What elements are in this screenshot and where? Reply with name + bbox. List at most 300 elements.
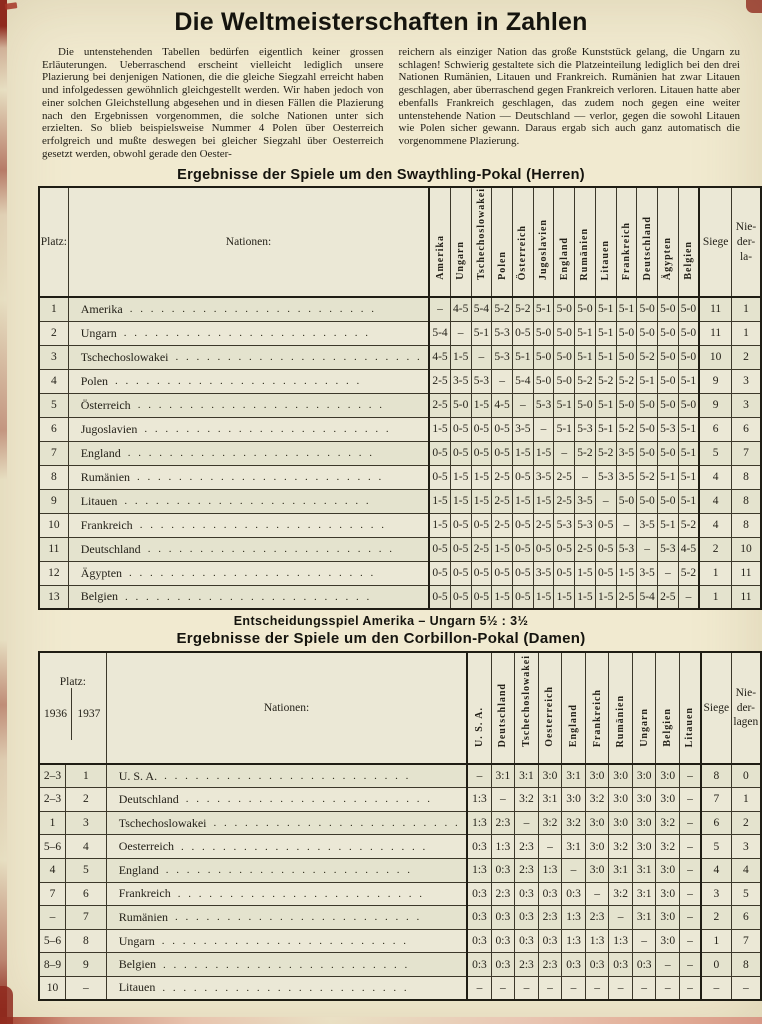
result-cell: 1:3 xyxy=(609,929,633,953)
col-header-siege: Siege xyxy=(701,652,731,764)
result-cell: – xyxy=(585,882,609,906)
nation-name: Tschechoslowakei xyxy=(118,815,207,830)
table-row xyxy=(39,585,761,609)
result-cell: 0-5 xyxy=(450,441,471,465)
col-header-belgien: Belgien xyxy=(656,652,680,764)
siege-cell: 1 xyxy=(701,929,731,953)
result-cell: 0-5 xyxy=(471,417,492,441)
leader-dots: . . . . . . . . . . . . . . . . . . . . . . . . xyxy=(175,911,422,924)
result-cell: 5-0 xyxy=(554,321,575,345)
result-cell: 2-5 xyxy=(471,537,492,561)
result-cell: 5-1 xyxy=(595,393,616,417)
nation-name: England xyxy=(80,445,121,460)
result-cell: – xyxy=(637,537,658,561)
nation-cell xyxy=(68,561,429,585)
result-cell: 5-0 xyxy=(533,345,554,369)
result-cell: 5-0 xyxy=(637,393,658,417)
platz-cell: 2 xyxy=(39,321,68,345)
result-cell: 5-0 xyxy=(450,393,471,417)
nation-name: Frankreich xyxy=(118,886,171,901)
niederlagen-cell: 1 xyxy=(732,297,761,321)
platz-cell: 3 xyxy=(39,345,68,369)
nation-cell xyxy=(106,976,467,1000)
result-cell: 2:3 xyxy=(491,811,515,835)
result-cell: 0-5 xyxy=(554,537,575,561)
result-cell: 1-5 xyxy=(575,561,596,585)
nation-name: Rumänien xyxy=(118,909,169,924)
result-cell: 3:2 xyxy=(562,811,586,835)
niederlagen-cell: 3 xyxy=(732,393,761,417)
result-cell: 1-5 xyxy=(533,441,554,465)
siege-cell: 0 xyxy=(701,953,731,977)
result-cell: 0-5 xyxy=(492,561,513,585)
table-row xyxy=(39,513,761,537)
result-cell: 0-5 xyxy=(471,561,492,585)
result-cell: 3:1 xyxy=(538,788,562,812)
result-cell: – xyxy=(538,976,562,1000)
result-cell: 0-5 xyxy=(429,465,450,489)
platz-cell: 7 xyxy=(39,441,68,465)
result-cell: 4-5 xyxy=(429,345,450,369)
result-cell: – xyxy=(680,976,701,1000)
leader-dots: . . . . . . . . . . . . . . . . . . . . . . . . xyxy=(213,817,461,830)
nation-cell xyxy=(68,441,429,465)
result-cell: 3:0 xyxy=(609,764,633,788)
niederlagen-cell: 4 xyxy=(731,858,761,882)
result-cell: 5-1 xyxy=(595,297,616,321)
col-header-polen: Polen xyxy=(492,187,513,297)
intro-paragraphs xyxy=(42,46,740,160)
result-cell: 0-5 xyxy=(595,561,616,585)
result-cell: 0:3 xyxy=(467,882,491,906)
platz-cell: 9 xyxy=(39,489,68,513)
result-cell: 5-2 xyxy=(512,297,533,321)
result-cell: 0:3 xyxy=(632,953,656,977)
siege-cell: 4 xyxy=(699,465,731,489)
table-row xyxy=(39,465,761,489)
result-cell: 0:3 xyxy=(491,858,515,882)
result-cell: 5-0 xyxy=(637,297,658,321)
result-cell: 0-5 xyxy=(512,561,533,585)
result-cell: 3:2 xyxy=(515,788,539,812)
leader-dots: . . . . . . . . . . . . . . . . . . . . . . . . xyxy=(124,495,372,508)
result-cell: 5-1 xyxy=(657,465,678,489)
result-cell: 5-1 xyxy=(637,369,658,393)
result-cell: 5-1 xyxy=(575,321,596,345)
result-cell: – xyxy=(471,345,492,369)
result-cell: 3-5 xyxy=(616,441,637,465)
nation-name: Jugoslavien xyxy=(80,421,138,436)
col-header-litauen: Litauen xyxy=(680,652,701,764)
result-cell: – xyxy=(680,858,701,882)
siege-cell: 4 xyxy=(699,489,731,513)
leader-dots: . . . . . . . . . . . . . . . . . . . . . . . . xyxy=(175,351,423,364)
result-cell: 3-5 xyxy=(616,465,637,489)
platz-1937-cell: 4 xyxy=(65,835,106,859)
result-cell: 1:3 xyxy=(562,906,586,930)
intro-column-left: Die untenstehenden Tabellen bedürfen eigentlich keiner grossen Erläuterungen. Ueberraschend erscheint vielleicht lediglich unsere Plazierung bei denjenigen Nationen, die die gleiche Siegzahl erreicht haben und infolgedessen gewöhnlich gleichgestellt werden. Wir haben jedoch von einer solchen Gleichstellung abgesehen und in diesen Fällen die Plazierung nach den Ergebnissen vorgenommen, die solche Nationen unter sich erzielten. So blieb beispielsweise Nummer 4 Polen über Oesterreich erfolgreich und mußte deswegen bei gleicher Siegzahl über Oesterreich gesetzt werden, obwohl gerade den Oester- xyxy=(42,46,384,160)
result-cell: 1:3 xyxy=(491,835,515,859)
table-row xyxy=(39,321,761,345)
result-cell: 3:1 xyxy=(609,858,633,882)
result-cell: 5-0 xyxy=(657,321,678,345)
result-cell: 5-1 xyxy=(678,417,699,441)
nation-name: Deutschland xyxy=(118,791,179,806)
platz-1936-cell: 8–9 xyxy=(39,953,65,977)
result-cell: 0-5 xyxy=(429,537,450,561)
col-header-rumänien: Rumänien xyxy=(575,187,596,297)
result-cell: – xyxy=(656,953,680,977)
result-cell: 3-5 xyxy=(512,417,533,441)
nation-name: Amerika xyxy=(80,301,123,316)
platz-1937-cell: 5 xyxy=(65,858,106,882)
result-cell: 5-0 xyxy=(554,369,575,393)
platz-cell: 10 xyxy=(39,513,68,537)
result-cell: 5-0 xyxy=(616,345,637,369)
result-cell: 0-5 xyxy=(450,585,471,609)
leader-dots: . . . . . . . . . . . . . . . . . . . . . . . . xyxy=(165,864,413,877)
result-cell: 3:0 xyxy=(585,764,609,788)
niederlagen-cell: 1 xyxy=(731,788,761,812)
col-header-ungarn: Ungarn xyxy=(450,187,471,297)
result-cell: – xyxy=(616,513,637,537)
result-cell: 5-4 xyxy=(637,585,658,609)
result-cell: 3:0 xyxy=(656,764,680,788)
result-cell: 1:3 xyxy=(467,811,491,835)
nation-name: Ungarn xyxy=(80,325,117,340)
leader-dots: . . . . . . . . . . . . . . . . . . . . . . . . xyxy=(164,770,411,783)
result-cell: – xyxy=(450,321,471,345)
col-header-österreich: Österreich xyxy=(512,187,533,297)
result-cell: 5-0 xyxy=(637,489,658,513)
result-cell: 2:3 xyxy=(491,882,515,906)
result-cell: 5-2 xyxy=(575,369,596,393)
nation-cell xyxy=(106,788,467,812)
niederlagen-cell: – xyxy=(731,976,761,1000)
leader-dots: . . . . . . . . . . . . . . . . . . . . . . . . xyxy=(163,958,410,971)
result-cell: 3:1 xyxy=(491,764,515,788)
result-cell: – xyxy=(492,369,513,393)
table-row xyxy=(39,764,761,788)
result-cell: 3:0 xyxy=(562,788,586,812)
red-mark-top-right xyxy=(746,0,762,13)
result-cell: 1:3 xyxy=(467,788,491,812)
result-cell: 1-5 xyxy=(429,417,450,441)
result-cell: 0-5 xyxy=(429,441,450,465)
niederlagen-cell: 8 xyxy=(732,489,761,513)
result-cell: 5-0 xyxy=(616,321,637,345)
result-cell: 0-5 xyxy=(450,513,471,537)
result-cell: – xyxy=(678,585,699,609)
table-row xyxy=(39,953,761,977)
niederlagen-cell: 11 xyxy=(732,585,761,609)
result-cell: 2:3 xyxy=(538,953,562,977)
result-cell: 3-5 xyxy=(575,489,596,513)
platz-cell: 11 xyxy=(39,537,68,561)
table-row xyxy=(39,811,761,835)
result-cell: 5-0 xyxy=(657,441,678,465)
result-cell: 5-3 xyxy=(533,393,554,417)
result-cell: 3:0 xyxy=(585,858,609,882)
leader-dots: . . . . . . . . . . . . . . . . . . . . . . . . xyxy=(125,590,372,603)
nation-cell xyxy=(106,764,467,788)
result-cell: 5-1 xyxy=(678,489,699,513)
result-cell: – xyxy=(680,882,701,906)
col-header-tschechoslowakei: Tschechoslowakei xyxy=(471,187,492,297)
result-cell: – xyxy=(680,764,701,788)
result-cell: 0-5 xyxy=(429,561,450,585)
result-cell: – xyxy=(429,297,450,321)
platz-cell: 4 xyxy=(39,369,68,393)
col-header-nationen: Nationen: xyxy=(68,187,429,297)
result-cell: 2-5 xyxy=(492,489,513,513)
result-cell: 1:3 xyxy=(562,929,586,953)
result-cell: 3:1 xyxy=(515,764,539,788)
result-cell: 5-3 xyxy=(616,537,637,561)
result-cell: 4-5 xyxy=(678,537,699,561)
result-cell: 2-5 xyxy=(554,489,575,513)
platz-1936-cell: – xyxy=(39,906,65,930)
result-cell: 0-5 xyxy=(450,561,471,585)
platz-cell: 5 xyxy=(39,393,68,417)
siege-cell: 2 xyxy=(699,537,731,561)
niederlagen-cell: 10 xyxy=(732,537,761,561)
result-cell: 3:0 xyxy=(609,788,633,812)
nation-cell xyxy=(68,369,429,393)
result-cell: – xyxy=(554,441,575,465)
result-cell: 3:2 xyxy=(609,835,633,859)
result-cell: 0-5 xyxy=(471,513,492,537)
result-cell: 5-0 xyxy=(554,345,575,369)
result-cell: 1-5 xyxy=(595,585,616,609)
men-table-heading: Ergebnisse der Spiele um den Swaythling-Pokal (Herren) xyxy=(177,167,585,184)
result-cell: 5-1 xyxy=(678,441,699,465)
table-row xyxy=(39,537,761,561)
platz-cell: 12 xyxy=(39,561,68,585)
leader-dots: . . . . . . . . . . . . . . . . . . . . . . . . xyxy=(162,981,410,994)
result-cell: 5-1 xyxy=(575,345,596,369)
result-cell: 0:3 xyxy=(491,929,515,953)
women-table-heading: Ergebnisse der Spiele um den Corbillon-Pokal (Damen) xyxy=(176,630,586,648)
result-cell: 1-5 xyxy=(512,489,533,513)
platz-cell: 1 xyxy=(39,297,68,321)
result-cell: – xyxy=(609,976,633,1000)
niederlagen-cell: 0 xyxy=(731,764,761,788)
result-cell: 5-3 xyxy=(575,513,596,537)
platz-1936-cell: 5–6 xyxy=(39,835,65,859)
leader-dots: . . . . . . . . . . . . . . . . . . . . . . . . xyxy=(144,423,392,436)
result-cell: 5-0 xyxy=(616,393,637,417)
result-cell: 2:3 xyxy=(515,858,539,882)
result-cell: 1-5 xyxy=(492,537,513,561)
niederlagen-cell: 8 xyxy=(731,953,761,977)
result-cell: 5-0 xyxy=(678,393,699,417)
platz-1937-cell: 8 xyxy=(65,929,106,953)
result-cell: 0:3 xyxy=(467,929,491,953)
col-header-niederlagen: Nie- der- la- xyxy=(732,187,761,297)
result-cell: 0:3 xyxy=(467,953,491,977)
result-cell: 5-0 xyxy=(575,393,596,417)
result-cell: – xyxy=(680,788,701,812)
siege-cell: 1 xyxy=(699,561,731,585)
result-cell: 0:3 xyxy=(585,953,609,977)
col-header-1937: 1937 xyxy=(71,688,106,740)
result-cell: 0-5 xyxy=(595,513,616,537)
result-cell: 3:0 xyxy=(632,764,656,788)
result-cell: – xyxy=(562,976,586,1000)
result-cell: 0:3 xyxy=(467,835,491,859)
result-cell: – xyxy=(515,976,539,1000)
result-cell: 5-1 xyxy=(554,417,575,441)
col-header-1936: 1936 xyxy=(44,708,67,721)
col-header-belgien: Belgien xyxy=(678,187,699,297)
result-cell: 5-0 xyxy=(533,369,554,393)
result-cell: 3:0 xyxy=(656,788,680,812)
siege-cell: 6 xyxy=(701,811,731,835)
col-header-platz: Platz: xyxy=(39,187,68,297)
result-cell: 3:0 xyxy=(632,811,656,835)
nation-name: Österreich xyxy=(80,397,131,412)
result-cell: 1-5 xyxy=(575,585,596,609)
nation-name: Rumänien xyxy=(80,469,131,484)
nation-cell xyxy=(106,929,467,953)
result-cell: 5-1 xyxy=(678,369,699,393)
result-cell: 0-5 xyxy=(512,537,533,561)
result-cell: 3:2 xyxy=(656,811,680,835)
nation-name: Polen xyxy=(80,373,109,388)
leader-dots: . . . . . . . . . . . . . . . . . . . . . . . . xyxy=(137,399,385,412)
result-cell: – xyxy=(467,764,491,788)
result-cell: – xyxy=(680,929,701,953)
result-cell: – xyxy=(533,417,554,441)
result-cell: 0-5 xyxy=(512,513,533,537)
siege-cell: 10 xyxy=(699,345,731,369)
result-cell: 5-4 xyxy=(429,321,450,345)
col-header-deutschland: Deutschland xyxy=(491,652,515,764)
result-cell: 5-0 xyxy=(554,297,575,321)
red-mark-top-left xyxy=(5,2,18,10)
result-cell: – xyxy=(585,976,609,1000)
result-cell: 5-0 xyxy=(657,393,678,417)
leader-dots: . . . . . . . . . . . . . . . . . . . . . . . . xyxy=(177,887,425,900)
col-header-oesterreich: Oesterreich xyxy=(538,652,562,764)
result-cell: 0-5 xyxy=(471,585,492,609)
table-row xyxy=(39,561,761,585)
result-cell: 5-2 xyxy=(595,369,616,393)
platz-1936-cell: 10 xyxy=(39,976,65,1000)
result-cell: 0-5 xyxy=(429,585,450,609)
result-cell: 1:3 xyxy=(585,929,609,953)
col-header-england: England xyxy=(562,652,586,764)
result-cell: 0:3 xyxy=(538,929,562,953)
siege-cell: 4 xyxy=(699,513,731,537)
siege-cell: 3 xyxy=(701,882,731,906)
siege-cell: 7 xyxy=(701,788,731,812)
platz-1936-cell: 2–3 xyxy=(39,764,65,788)
result-cell: 5-1 xyxy=(533,297,554,321)
col-header-litauen: Litauen xyxy=(595,187,616,297)
result-cell: 5-4 xyxy=(512,369,533,393)
result-cell: 5-3 xyxy=(595,465,616,489)
result-cell: 0:3 xyxy=(562,953,586,977)
result-cell: 5-2 xyxy=(616,417,637,441)
table-row xyxy=(39,906,761,930)
siege-cell: 11 xyxy=(699,297,731,321)
result-cell: 2:3 xyxy=(538,906,562,930)
niederlagen-cell: 7 xyxy=(732,441,761,465)
men-results-table xyxy=(38,186,762,610)
result-cell: 5-1 xyxy=(616,297,637,321)
result-cell: – xyxy=(595,489,616,513)
result-cell: 5-3 xyxy=(575,417,596,441)
result-cell: 4-5 xyxy=(492,393,513,417)
col-header-niederlagen: Nie- der- lagen xyxy=(731,652,761,764)
result-cell: 5-0 xyxy=(678,321,699,345)
result-cell: 5-0 xyxy=(637,417,658,441)
leader-dots: . . . . . . . . . . . . . . . . . . . . . . . . xyxy=(161,935,409,948)
siege-cell: 5 xyxy=(701,835,731,859)
nation-cell xyxy=(106,835,467,859)
result-cell: 3:0 xyxy=(656,858,680,882)
result-cell: 1:3 xyxy=(538,858,562,882)
women-results-table xyxy=(38,651,762,1001)
platz-cell: 6 xyxy=(39,417,68,441)
platz-cell: 13 xyxy=(39,585,68,609)
result-cell: 5-3 xyxy=(554,513,575,537)
nation-name: Deutschland xyxy=(80,541,141,556)
result-cell: 0-5 xyxy=(512,465,533,489)
result-cell: 1-5 xyxy=(471,489,492,513)
leader-dots: . . . . . . . . . . . . . . . . . . . . . . . . xyxy=(181,840,428,853)
result-cell: 0-5 xyxy=(533,537,554,561)
result-cell: 0:3 xyxy=(538,882,562,906)
result-cell: 5-0 xyxy=(678,297,699,321)
leader-dots: . . . . . . . . . . . . . . . . . . . . . . . . xyxy=(147,543,395,556)
platz-1937-cell: 9 xyxy=(65,953,106,977)
platz-1936-cell: 1 xyxy=(39,811,65,835)
nation-cell xyxy=(68,297,429,321)
result-cell: 3:0 xyxy=(609,811,633,835)
result-cell: 5-0 xyxy=(657,345,678,369)
col-header-jugoslavien: Jugoslavien xyxy=(533,187,554,297)
table-row xyxy=(39,369,761,393)
table-row xyxy=(39,835,761,859)
result-cell: 1-5 xyxy=(533,489,554,513)
leader-dots: . . . . . . . . . . . . . . . . . . . . . . . . xyxy=(123,327,371,340)
nation-cell xyxy=(106,858,467,882)
platz-1937-cell: – xyxy=(65,976,106,1000)
nation-name: Oesterreich xyxy=(118,839,175,854)
result-cell: 2-5 xyxy=(492,465,513,489)
nation-name: Belgien xyxy=(80,589,119,604)
result-cell: 3:2 xyxy=(609,882,633,906)
result-cell: – xyxy=(562,858,586,882)
siege-cell: 8 xyxy=(701,764,731,788)
page-edge-bottom-artifact xyxy=(0,1017,762,1024)
result-cell: 1-5 xyxy=(450,465,471,489)
siege-cell: 2 xyxy=(701,906,731,930)
result-cell: 1-5 xyxy=(533,585,554,609)
nation-name: Litauen xyxy=(80,493,118,508)
result-cell: 1-5 xyxy=(450,489,471,513)
result-cell: 5-1 xyxy=(678,465,699,489)
result-cell: 5-2 xyxy=(575,441,596,465)
result-cell: 0:3 xyxy=(515,882,539,906)
niederlagen-cell: 1 xyxy=(732,321,761,345)
siege-cell: 1 xyxy=(699,585,731,609)
result-cell: 3:0 xyxy=(656,906,680,930)
result-cell: – xyxy=(680,953,701,977)
